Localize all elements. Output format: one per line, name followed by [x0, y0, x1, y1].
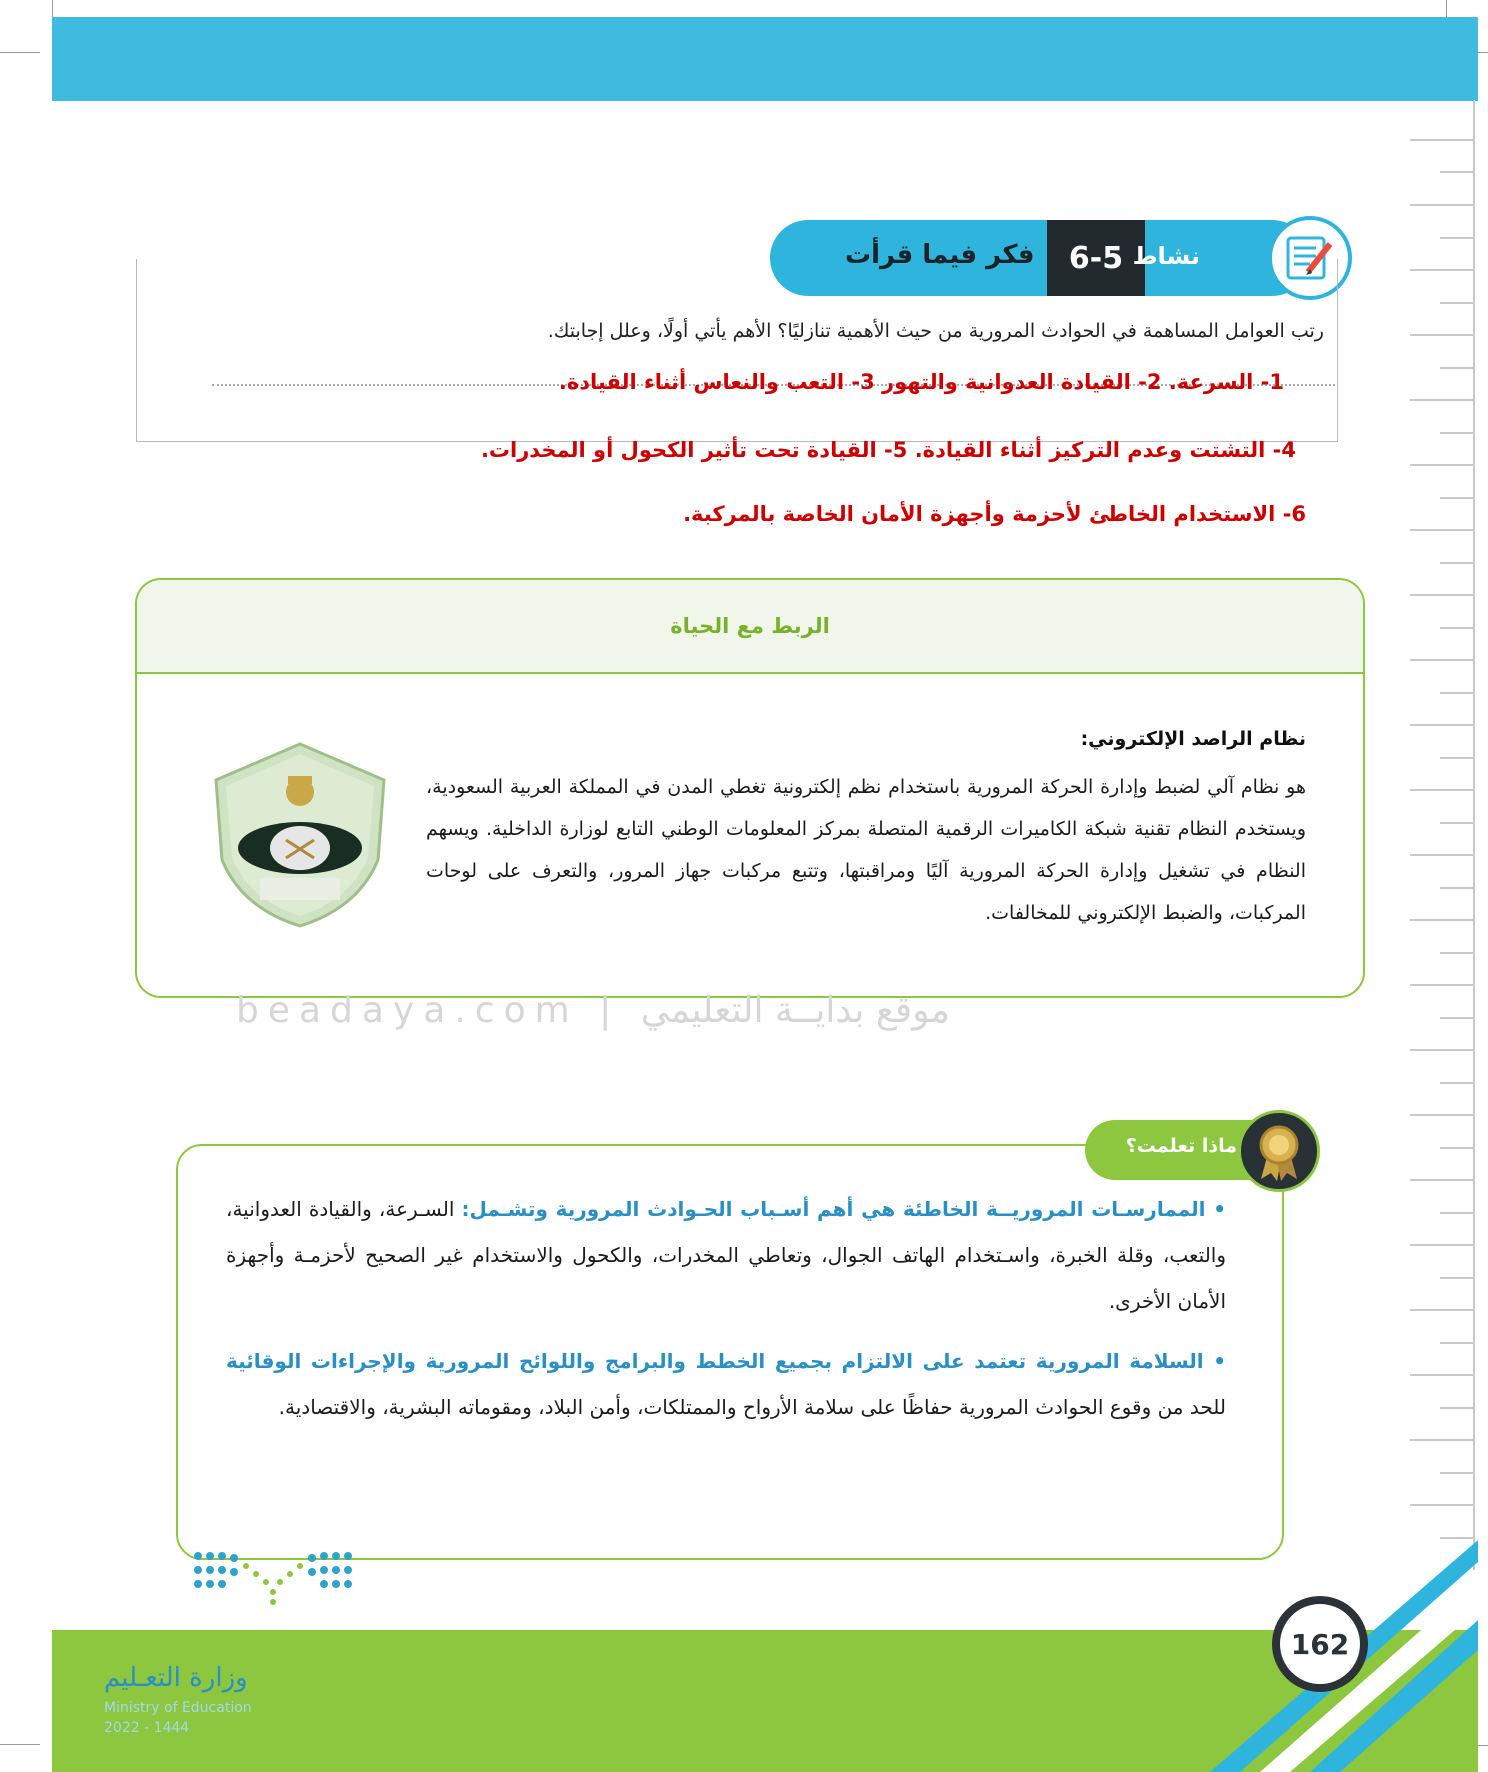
side-ruler [1370, 100, 1478, 1570]
ministry-name-english: Ministry of Education [104, 1700, 252, 1716]
life-connection-subtitle: نظام الراصد الإلكتروني: [1080, 728, 1306, 750]
ministry-name: وزارة التعـليم [104, 1663, 248, 1693]
watermark-text: beadaya.com | موقع بدايــة التعليمي [236, 990, 950, 1031]
learned-point-1-highlight: • الممارسـات المروريــة الخاطئة هي أهم أسـباب الحـوادث المرورية وتشـمل: [461, 1197, 1226, 1221]
learned-point-2-highlight: • السلامة المرورية تعتمد على الالتزام بجميع الخطط والبرامج واللوائح المرورية والإجراءات الوقائية [226, 1349, 1226, 1373]
what-learned-box [176, 1144, 1284, 1560]
what-learned-label: ماذا تعلمت؟ [1125, 1135, 1237, 1157]
activity-box [136, 259, 1338, 442]
activity-title: فكر فيما قرأت [845, 240, 1035, 270]
learned-point-2-text: للحد من وقوع الحوادث المرورية حفاظًا على سلامة الأرواح والممتلكات، وأمن البلاد، ومقوماته البشرية، والاقتصادية. [278, 1395, 1226, 1419]
life-connection-body: هو نظام آلي لضبط وإدارة الحركة المرورية باستخدام نظم إلكترونية تغطي المدن في المملكة العربية السعودية، ويستخدم النظام تقنية شبكة الكاميرات الرقمية المتصلة بمركز المعلومات الوطني التابع لوزارة الداخلية. ويسهم النظام في تشغيل وإدارة الحركة المرورية آليًا ومراقبتها، وتتبع مركبات جهاز المرور، والتعرف على لوحات المركبات، والضبط الإلكتروني للمخالفات. [426, 776, 1306, 924]
activity-number: 6-5 [1047, 220, 1145, 296]
answer-line-2: 4- التشتت وعدم التركيز أثناء القيادة. 5- القيادة تحت تأثير الكحول أو المخدرات. [480, 438, 1296, 462]
life-connection-title: الربط مع الحياة [137, 580, 1363, 674]
answer-line-1: 1- السرعة. 2- القيادة العدوانية والتهور 3- التعب والنعاس أثناء القيادة. [558, 370, 1284, 394]
what-learned-text [226, 1186, 1226, 1430]
page-number: 162 [1272, 1596, 1368, 1692]
learned-point-1-text: السـرعة، والقيادة العدوانية، والتعب، وقلة الخبرة، واسـتخدام الهاتف الجوال، وتعاطي المخدرات، والكحول والاستخدام غير الصحيح لأحزمـة وأجهزة الأمان الأخرى. [226, 1197, 1226, 1313]
top-color-bar [52, 17, 1478, 101]
activity-label: نشاط [1132, 242, 1200, 270]
award-medal-icon [1238, 1110, 1320, 1192]
crop-mark [0, 52, 40, 53]
edition-year: 2022 - 1444 [104, 1720, 190, 1736]
activity-question: رتب العوامل المساهمة في الحوادث المرورية من حيث الأهمية تنازليًا؟ الأهم يأتي أولًا، وعلل إجابتك. [547, 320, 1324, 342]
answer-line-3: 6- الاستخدام الخاطئ لأحزمة وأجهزة الأمان الخاصة بالمركبة. [683, 502, 1306, 526]
crop-mark [0, 1744, 40, 1745]
traffic-police-emblem [208, 740, 392, 930]
ministry-logo [188, 1546, 358, 1612]
